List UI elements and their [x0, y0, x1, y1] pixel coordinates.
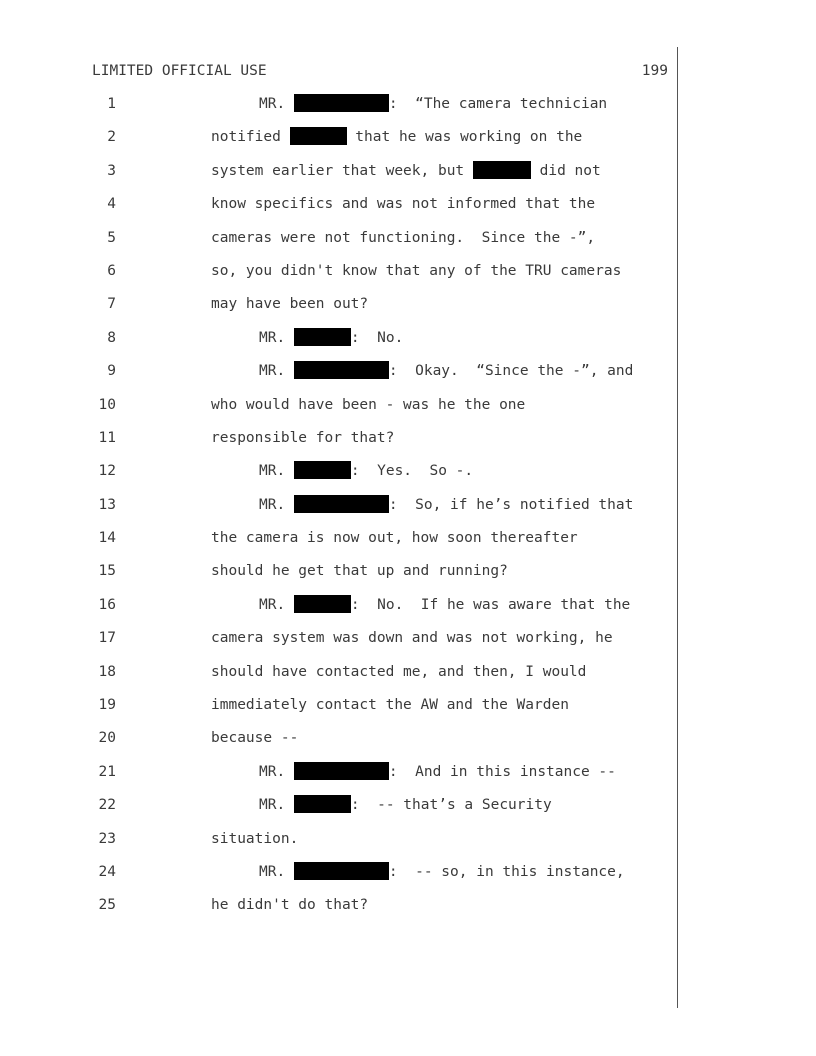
redaction-box [294, 595, 351, 613]
line-number: 14 [98, 530, 116, 547]
line-text [259, 595, 630, 615]
text-segment: : Okay. “Since the -”, and [388, 363, 634, 380]
line-text [259, 862, 625, 882]
text-segment: system earlier that week, but [211, 162, 473, 179]
text-segment: MR. [259, 496, 294, 513]
line-number: 9 [107, 363, 116, 380]
text-segment: because -- [211, 730, 299, 747]
line-number: 10 [98, 396, 116, 413]
transcript-line [0, 461, 816, 494]
line-number: 17 [98, 630, 116, 647]
transcript-line [0, 428, 816, 461]
transcript-line [0, 228, 816, 261]
line-number: 11 [98, 429, 116, 446]
line-number: 5 [107, 229, 116, 246]
text-segment: should he get that up and running? [211, 563, 508, 580]
line-text [211, 561, 508, 581]
line-number: 16 [98, 596, 116, 613]
text-segment: : And in this instance -- [388, 763, 616, 780]
text-segment: MR. [259, 463, 294, 480]
transcript-line [0, 361, 816, 394]
line-text [211, 895, 368, 915]
transcript-line [0, 127, 816, 160]
redaction-box [290, 127, 347, 145]
text-segment: MR. [259, 863, 294, 880]
transcript-line [0, 862, 816, 895]
redaction-box [294, 795, 351, 813]
text-segment: notified [211, 129, 290, 146]
transcript-line [0, 194, 816, 227]
page-number: 199 [641, 63, 668, 79]
line-number: 6 [107, 262, 116, 279]
text-segment: who would have been - was he the one [211, 396, 526, 413]
redaction-box [473, 161, 531, 179]
text-segment: : “The camera technician [388, 96, 608, 112]
redaction-box [294, 495, 389, 513]
text-segment: he didn't do that? [211, 897, 369, 914]
line-number: 19 [98, 697, 116, 714]
line-text [259, 94, 607, 114]
transcript-line [0, 161, 816, 194]
redaction-box [294, 762, 389, 780]
line-text [211, 194, 595, 214]
transcript-line [0, 395, 816, 428]
text-segment: situation. [211, 830, 299, 847]
line-text [211, 127, 582, 147]
line-number: 8 [107, 329, 116, 346]
transcript-line [0, 829, 816, 862]
text-segment: : Yes. So -. [350, 463, 474, 480]
line-text [211, 728, 298, 748]
line-number: 13 [98, 496, 116, 513]
text-segment: MR. [259, 763, 294, 780]
text-segment: MR. [259, 96, 294, 112]
line-number: 21 [98, 763, 116, 780]
line-number: 15 [98, 563, 116, 580]
transcript-line [0, 695, 816, 728]
line-text [259, 361, 633, 381]
line-text [259, 328, 403, 348]
line-number: 18 [98, 663, 116, 680]
text-segment: : -- that’s a Security [350, 797, 552, 814]
text-segment: MR. [259, 797, 294, 814]
line-text [211, 261, 621, 281]
text-segment: : So, if he’s notified that [388, 496, 634, 513]
redaction-box [294, 461, 351, 479]
text-segment: may have been out? [211, 296, 369, 313]
redaction-box [294, 94, 389, 112]
text-segment: should have contacted me, and then, I would [211, 663, 587, 680]
line-number: 23 [98, 830, 116, 847]
line-text [211, 161, 601, 181]
transcript-lines [0, 94, 816, 929]
line-text [211, 228, 595, 248]
line-number: 7 [107, 296, 116, 313]
text-segment: immediately contact the AW and the Warden [211, 697, 569, 714]
line-number: 3 [107, 162, 116, 179]
line-number: 24 [98, 863, 116, 880]
text-segment: did not [530, 162, 601, 179]
line-text [211, 294, 368, 314]
line-text [211, 428, 394, 448]
line-number: 12 [98, 463, 116, 480]
line-number: 1 [107, 96, 116, 112]
text-segment: : -- so, in this instance, [388, 863, 625, 880]
text-segment: responsible for that? [211, 429, 395, 446]
transcript-line [0, 261, 816, 294]
transcript-line [0, 795, 816, 828]
transcript-line [0, 762, 816, 795]
line-text [211, 829, 298, 849]
transcript-line [0, 94, 816, 127]
transcript-line [0, 561, 816, 594]
line-text [259, 495, 633, 515]
redaction-box [294, 862, 389, 880]
line-text [259, 795, 552, 815]
text-segment: MR. [259, 363, 294, 380]
transcript-line [0, 728, 816, 761]
line-number: 2 [107, 129, 116, 146]
text-segment: cameras were not functioning. Since the -”, [211, 229, 596, 246]
line-text [259, 461, 473, 481]
text-segment: so, you didn't know that any of the TRU cameras [211, 262, 622, 279]
redaction-box [294, 328, 351, 346]
line-number: 4 [107, 196, 116, 213]
line-number: 25 [98, 897, 116, 914]
text-segment: : No. [350, 329, 404, 346]
redaction-box [294, 361, 389, 379]
transcript-line [0, 294, 816, 327]
transcript-line [0, 595, 816, 628]
transcript-line [0, 895, 816, 928]
line-text [211, 628, 613, 648]
text-segment: that he was working on the [346, 129, 583, 146]
transcript-line [0, 662, 816, 695]
transcript-line [0, 495, 816, 528]
text-segment: know specifics and was not informed that the [211, 196, 596, 213]
text-segment: MR. [259, 329, 294, 346]
line-text [259, 762, 616, 782]
text-segment: the camera is now out, how soon thereafter [211, 530, 578, 547]
text-segment: MR. [259, 596, 294, 613]
line-number: 22 [98, 797, 116, 814]
line-number: 20 [98, 730, 116, 747]
line-text [211, 528, 578, 548]
classification-header: LIMITED OFFICIAL USE [92, 63, 267, 79]
transcript-line [0, 328, 816, 361]
line-text [211, 395, 525, 415]
line-text [211, 662, 586, 682]
text-segment: camera system was down and was not working, he [211, 630, 613, 647]
text-segment: : No. If he was aware that the [350, 596, 631, 613]
line-text [211, 695, 569, 715]
transcript-line [0, 628, 816, 661]
transcript-line [0, 528, 816, 561]
